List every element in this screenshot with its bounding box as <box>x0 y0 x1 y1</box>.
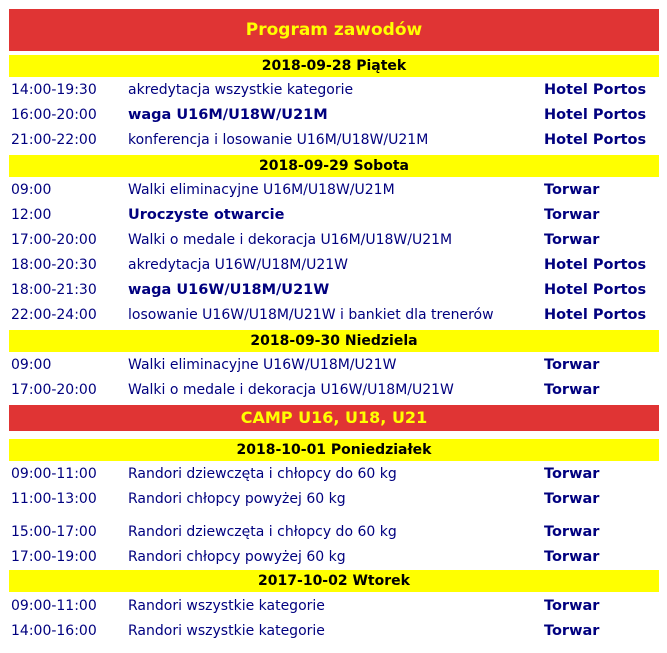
time-cell: 17:00-20:00 <box>11 382 97 398</box>
event-cell: losowanie U16W/U18M/U21W i bankiet dla trenerów <box>128 307 494 323</box>
time-cell: 11:00-13:00 <box>11 491 97 507</box>
schedule-row <box>9 228 659 253</box>
schedule-row <box>9 303 659 328</box>
event-cell: Walki o medale i dekoracja U16M/U18W/U21M <box>128 232 453 248</box>
time-cell: 15:00-17:00 <box>11 524 97 540</box>
time-cell: 12:00 <box>11 207 52 223</box>
venue-cell: Hotel Portos <box>544 257 647 273</box>
schedule-row <box>9 462 659 487</box>
event-cell: Randori wszystkie kategorie <box>128 598 325 614</box>
time-cell: 09:00 <box>11 182 52 198</box>
event-cell: waga U16W/U18M/U21W <box>128 282 330 298</box>
event-cell: Randori chłopcy powyżej 60 kg <box>128 491 346 507</box>
time-cell: 17:00-19:00 <box>11 549 97 565</box>
time-cell: 16:00-20:00 <box>11 107 97 123</box>
venue-cell: Torwar <box>544 466 600 482</box>
event-cell: waga U16M/U18W/U21M <box>128 107 328 123</box>
venue-cell: Torwar <box>544 549 600 565</box>
event-cell: akredytacja U16W/U18M/U21W <box>128 257 348 273</box>
time-cell: 18:00-20:30 <box>11 257 97 273</box>
time-cell: 09:00 <box>11 357 52 373</box>
time-cell: 18:00-21:30 <box>11 282 97 298</box>
schedule-row <box>9 353 659 378</box>
day-header: 2018-09-28 Piątek <box>9 55 659 77</box>
event-cell: Randori dziewczęta i chłopcy do 60 kg <box>128 466 397 482</box>
venue-cell: Torwar <box>544 182 600 198</box>
time-cell: 22:00-24:00 <box>11 307 97 323</box>
schedule-row <box>9 203 659 228</box>
day-header: 2018-09-30 Niedziela <box>9 330 659 352</box>
event-cell: Walki o medale i dekoracja U16W/U18M/U21W <box>128 382 454 398</box>
event-cell: konferencja i losowanie U16M/U18W/U21M <box>128 132 429 148</box>
venue-cell: Torwar <box>544 524 600 540</box>
schedule-row <box>9 253 659 278</box>
schedule-row <box>9 619 659 644</box>
schedule-row <box>9 594 659 619</box>
event-cell: Randori chłopcy powyżej 60 kg <box>128 549 346 565</box>
day-header: 2018-10-01 Poniedziałek <box>9 439 659 461</box>
venue-cell: Hotel Portos <box>544 282 647 298</box>
event-cell: Uroczyste otwarcie <box>128 207 285 223</box>
venue-cell: Hotel Portos <box>544 82 647 98</box>
venue-cell: Torwar <box>544 598 600 614</box>
schedule-row <box>9 128 659 153</box>
venue-cell: Hotel Portos <box>544 307 647 323</box>
schedule-row <box>9 178 659 203</box>
venue-cell: Torwar <box>544 491 600 507</box>
event-cell: Randori wszystkie kategorie <box>128 623 325 639</box>
schedule-row <box>9 545 659 570</box>
event-cell: akredytacja wszystkie kategorie <box>128 82 354 98</box>
schedule-row <box>9 278 659 303</box>
schedule-row <box>9 78 659 103</box>
time-cell: 09:00-11:00 <box>11 466 97 482</box>
schedule-row <box>9 487 659 512</box>
venue-cell: Torwar <box>544 357 600 373</box>
day-header: 2018-09-29 Sobota <box>9 155 659 177</box>
time-cell: 09:00-11:00 <box>11 598 97 614</box>
venue-cell: Torwar <box>544 382 600 398</box>
schedule-row <box>9 103 659 128</box>
event-cell: Randori dziewczęta i chłopcy do 60 kg <box>128 524 397 540</box>
venue-cell: Torwar <box>544 207 600 223</box>
day-header: 2017-10-02 Wtorek <box>9 570 659 592</box>
venue-cell: Hotel Portos <box>544 107 647 123</box>
event-cell: Walki eliminacyjne U16W/U18M/U21W <box>128 357 397 373</box>
venue-cell: Torwar <box>544 232 600 248</box>
camp-banner: CAMP U16, U18, U21 <box>9 405 659 431</box>
time-cell: 14:00-19:30 <box>11 82 97 98</box>
schedule-row <box>9 378 659 403</box>
time-cell: 17:00-20:00 <box>11 232 97 248</box>
event-cell: Walki eliminacyjne U16M/U18W/U21M <box>128 182 395 198</box>
time-cell: 21:00-22:00 <box>11 132 97 148</box>
venue-cell: Torwar <box>544 623 600 639</box>
page-title: Program zawodów <box>9 9 659 51</box>
time-cell: 14:00-16:00 <box>11 623 97 639</box>
schedule-row <box>9 520 659 545</box>
venue-cell: Hotel Portos <box>544 132 647 148</box>
